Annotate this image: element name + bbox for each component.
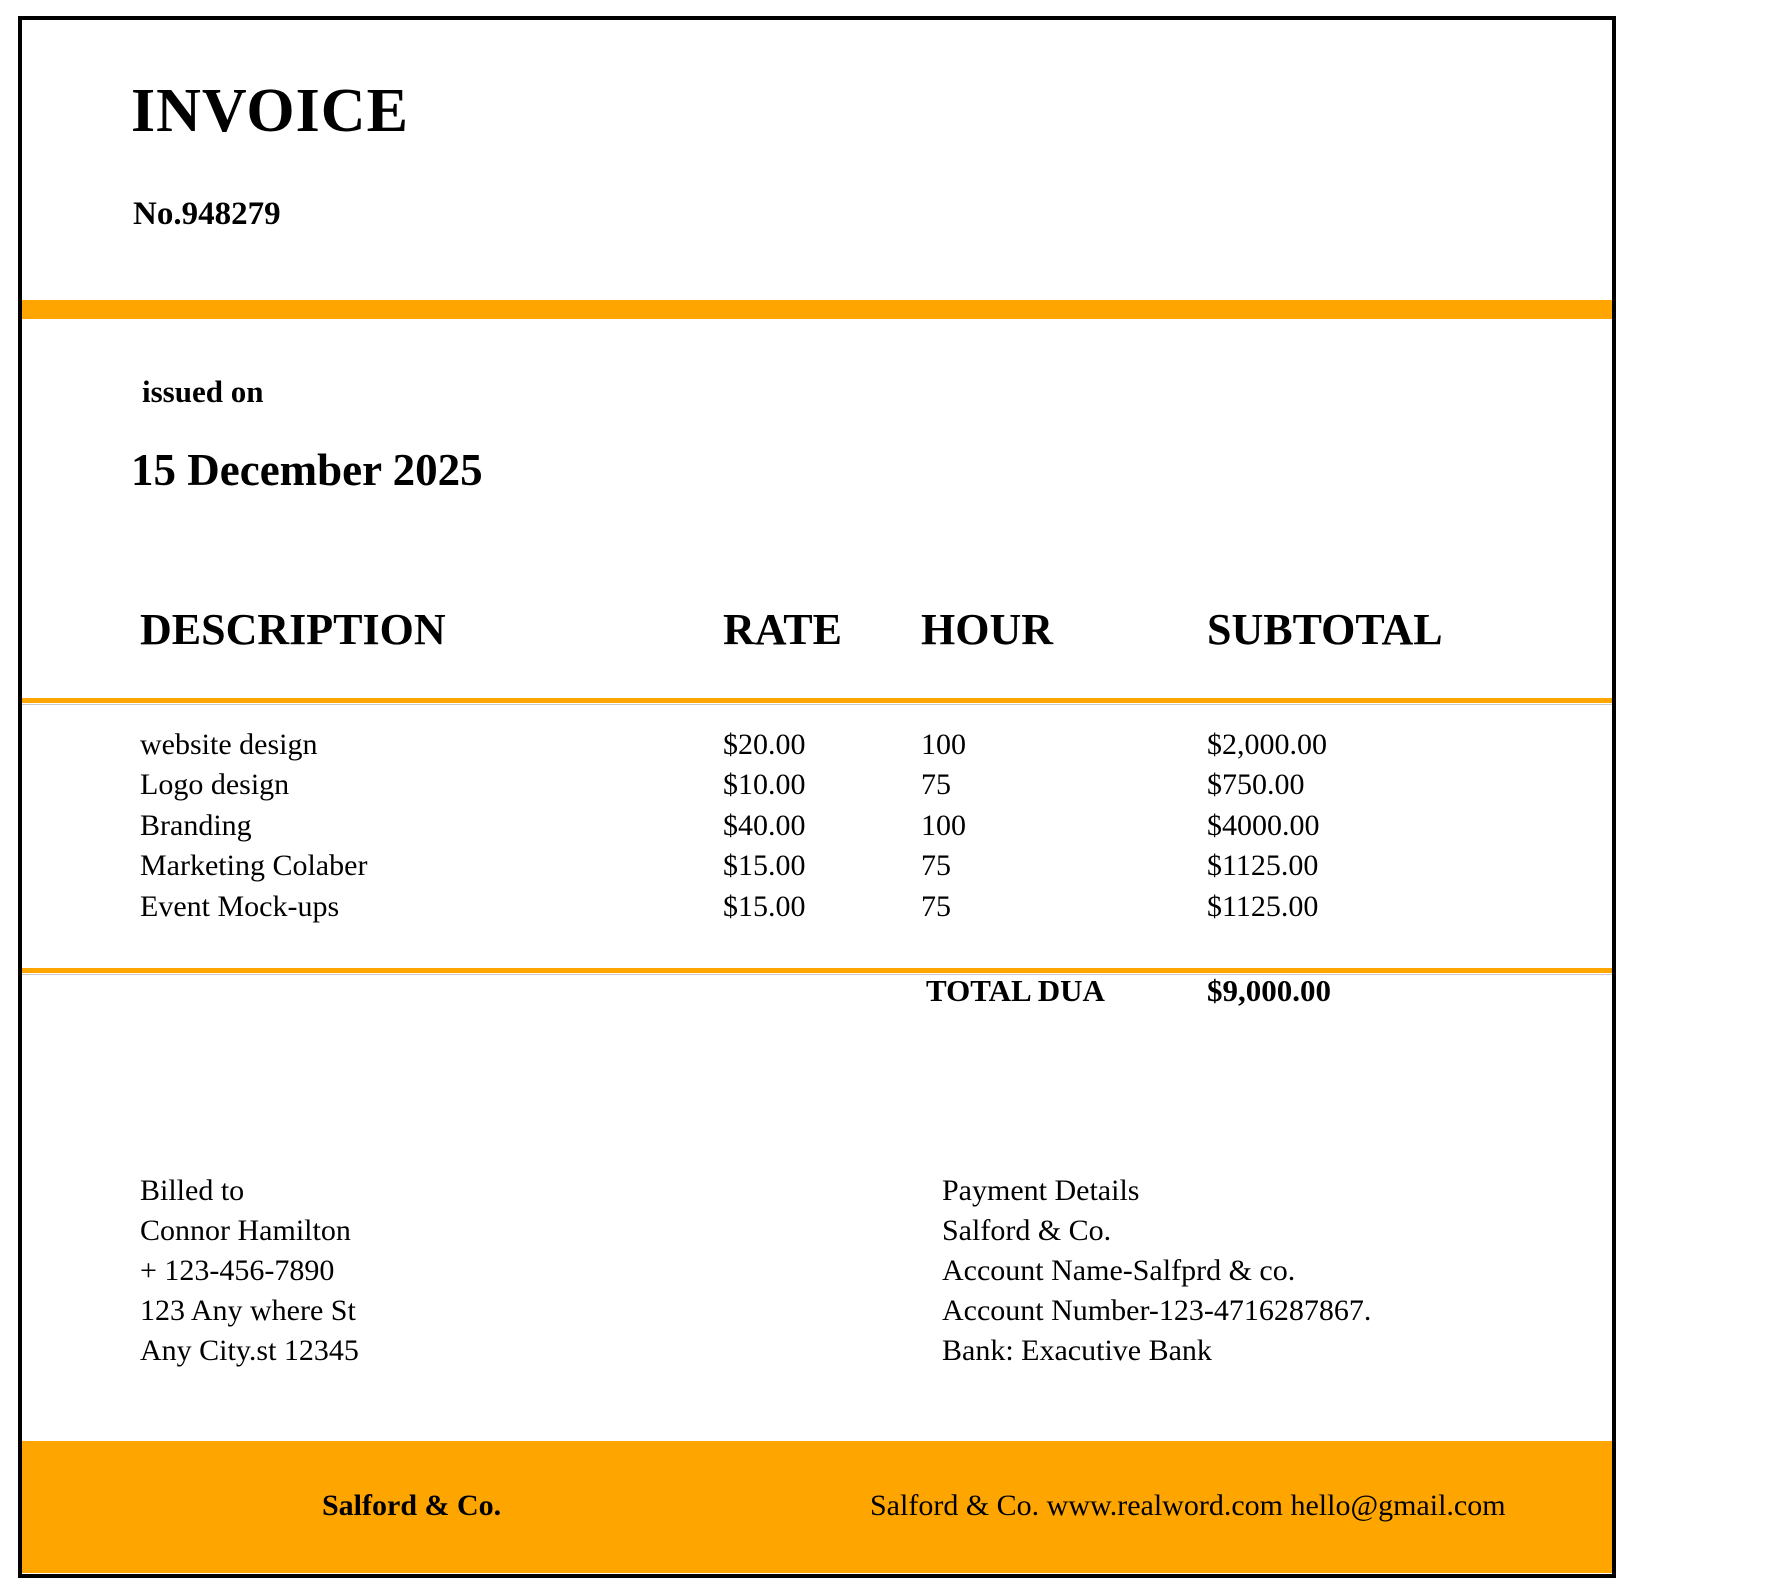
row-subtotal-cell: $2,000.00 xyxy=(1207,728,1327,761)
row-description-cell: Marketing Colaber xyxy=(140,849,368,883)
payment-details-section xyxy=(942,1171,1371,1371)
invoice-page xyxy=(18,16,1616,1578)
table-row xyxy=(140,725,1612,765)
billed-to-address-line1: 123 Any where St xyxy=(140,1294,356,1327)
row-hour-cell: 75 xyxy=(921,889,951,923)
billed-to-address-line2: Any City.st 12345 xyxy=(140,1334,359,1367)
row-description-cell: Event Mock-ups xyxy=(140,889,340,923)
billed-to-phone: + 123-456-7890 xyxy=(140,1254,335,1287)
row-subtotal-cell: $4000.00 xyxy=(1207,808,1320,842)
row-hour-cell: 100 xyxy=(921,808,966,842)
invoice-number: No.948279 xyxy=(133,196,281,232)
row-rate-cell: $40.00 xyxy=(723,808,806,842)
header-description: DESCRIPTION xyxy=(140,605,446,654)
row-description-cell: Branding xyxy=(140,808,252,842)
header-rate: RATE xyxy=(723,605,842,654)
total-row xyxy=(140,970,1612,1012)
total-due-label: TOTAL DUA xyxy=(926,973,1105,1008)
payment-account-name: Account Name-Salfprd & co. xyxy=(942,1254,1296,1287)
footer-company-name: Salford & Co. xyxy=(322,1489,502,1522)
row-rate-cell: $20.00 xyxy=(723,728,806,761)
payment-account-number: Account Number-123-4716287867. xyxy=(942,1294,1372,1327)
payment-company: Salford & Co. xyxy=(942,1214,1112,1247)
row-description-cell: Logo design xyxy=(140,768,290,802)
table-row xyxy=(140,765,1612,805)
payment-bank: Bank: Exacutive Bank xyxy=(942,1334,1212,1367)
issued-on-label: issued on xyxy=(142,374,264,409)
billed-to-section xyxy=(140,1171,359,1371)
page-title: INVOICE xyxy=(131,77,409,145)
row-description-cell: website design xyxy=(140,728,318,761)
table-row xyxy=(140,846,1612,886)
table-header-divider-shadow xyxy=(22,704,1612,705)
row-hour-cell: 75 xyxy=(921,849,951,883)
total-due-value: $9,000.00 xyxy=(1207,973,1331,1008)
row-rate-cell: $15.00 xyxy=(723,849,806,883)
header-hour: HOUR xyxy=(921,605,1053,654)
billed-to-label: Billed to xyxy=(140,1174,245,1207)
table-row xyxy=(140,887,1612,927)
row-hour-cell: 75 xyxy=(921,768,951,802)
row-hour-cell: 100 xyxy=(921,728,966,761)
table-header-divider xyxy=(22,698,1612,703)
table-header-row xyxy=(140,605,1612,658)
table-row xyxy=(140,806,1612,846)
issued-date: 15 December 2025 xyxy=(131,445,483,495)
row-subtotal-cell: $1125.00 xyxy=(1207,889,1319,923)
footer-contact-info: Salford & Co. www.realword.com hello@gmail.com xyxy=(870,1489,1506,1522)
header-subtotal: SUBTOTAL xyxy=(1207,605,1443,654)
payment-details-label: Payment Details xyxy=(942,1174,1140,1207)
table-body xyxy=(140,725,1612,927)
accent-divider-top xyxy=(22,300,1612,319)
row-rate-cell: $15.00 xyxy=(723,889,806,923)
billed-to-name: Connor Hamilton xyxy=(140,1214,351,1247)
row-subtotal-cell: $750.00 xyxy=(1207,768,1305,802)
footer-band xyxy=(22,1441,1612,1573)
row-rate-cell: $10.00 xyxy=(723,768,806,802)
row-subtotal-cell: $1125.00 xyxy=(1207,849,1319,883)
